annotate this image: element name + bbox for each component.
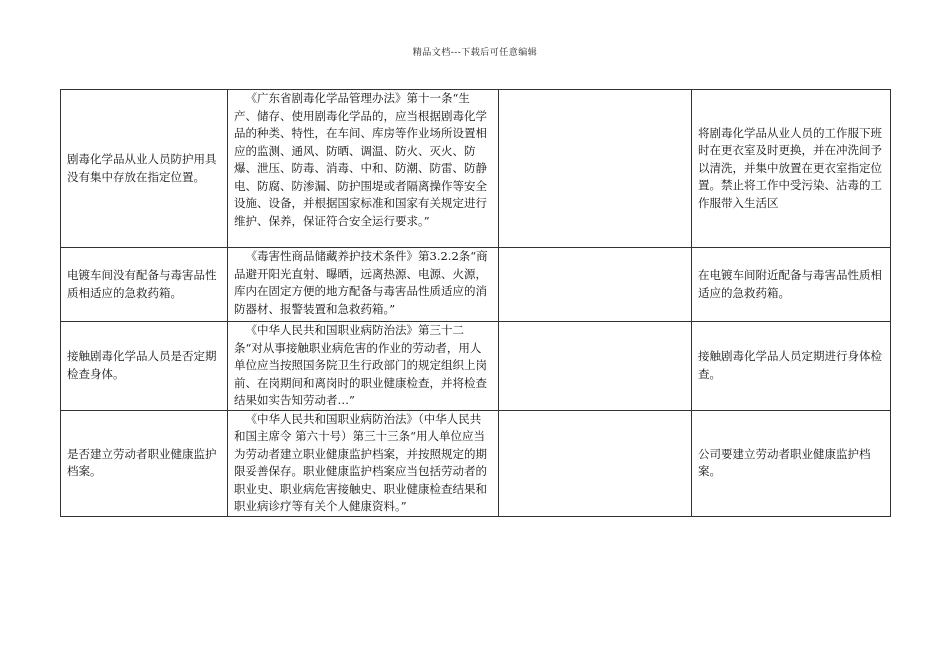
issue-cell: 是否建立劳动者职业健康监护档案。	[61, 410, 228, 516]
legal-basis-cell: 《毒害性商品储藏养护技术条件》第3.2.2条“商品避开阳光直射、曝晒，远离热源、电源、火源，库内在固定方便的地方配备与毒害品性质适应的消防器材、报警装置和急救药箱。”	[228, 248, 499, 322]
legal-basis-cell: 《广东省剧毒化学品管理办法》第十一条“生产、储存、使用剧毒化学品的，应当根据剧毒化学品的种类、特性，在车间、库房等作业场所设置相应的监测、通风、防晒、调温、防火、灭火、防爆、泄压、防毒、消毒、中和、防潮、防雷、防静电、防腐、防渗漏、防护围堤或者隔离操作等安全设施、设备，并根据国家标准和国家有关规定进行维护、保养，保证符合安全运行要求。”	[228, 90, 499, 248]
empty-cell	[499, 248, 692, 322]
table-row	[61, 248, 891, 322]
legal-basis-cell: 《中华人民共和国职业病防治法》第三十二条“对从事接触职业病危害的作业的劳动者，用人单位应当按照国务院卫生行政部门的规定组织上岗前、在岗期间和离岗时的职业健康检查，并将检查结果如实告知劳动者…”	[228, 322, 499, 411]
table-row	[61, 90, 891, 248]
empty-cell	[499, 90, 692, 248]
page-header: 精品文档---下载后可任意编辑	[412, 48, 538, 58]
table-row	[61, 322, 891, 411]
empty-cell	[499, 410, 692, 516]
issue-cell: 电镀车间没有配备与毒害品性质相适应的急救药箱。	[61, 248, 228, 322]
inspection-table	[60, 89, 891, 517]
empty-cell	[499, 322, 692, 411]
issue-cell: 接触剧毒化学品人员是否定期检查身体。	[61, 322, 228, 411]
measure-cell: 将剧毒化学品从业人员的工作服下班时在更衣室及时更换，并在冲洗间予以清洗，并集中放置在更衣室指定位置。禁止将工作中受污染、沾毒的工作服带入生活区	[692, 90, 891, 248]
measure-cell: 在电镀车间附近配备与毒害品性质相适应的急救药箱。	[692, 248, 891, 322]
measure-cell: 接触剧毒化学品人员定期进行身体检查。	[692, 322, 891, 411]
measure-cell: 公司要建立劳动者职业健康监护档案。	[692, 410, 891, 516]
table-row	[61, 410, 891, 516]
legal-basis-cell: 《中华人民共和国职业病防治法》（中华人民共和国主席令 第六十号）第三十三条“用人单位应当为劳动者建立职业健康监护档案，并按照规定的期限妥善保存。职业健康监护档案应当包括劳动者的职业史、职业病危害接触史、职业健康检查结果和职业病诊疗等有关个人健康资料。”	[228, 410, 499, 516]
issue-cell: 剧毒化学品从业人员防护用具没有集中存放在指定位置。	[61, 90, 228, 248]
